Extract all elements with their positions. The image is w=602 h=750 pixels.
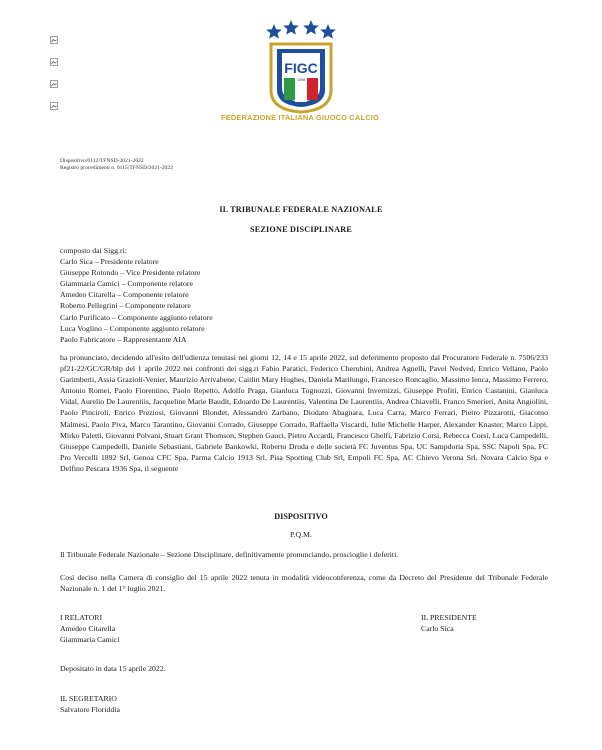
composition-block: [60, 245, 213, 345]
dispositivo-title: DISPOSITIVO: [274, 512, 328, 521]
decision-paragraph: Il Tribunale Federale Nazionale – Sezione Disciplinare, definitivamente pronunciando, proscioglie i deferiti.: [60, 550, 399, 559]
image-placeholder-icon: [50, 58, 58, 66]
segretario-block: [60, 693, 120, 715]
relatore-name: Amedeo Citarella: [60, 624, 116, 633]
logo-text: FIGC: [284, 60, 318, 76]
reference-block: [60, 158, 173, 172]
stars-icon: [266, 20, 336, 39]
tribunale-title: IL TRIBUNALE FEDERALE NAZIONALE: [219, 205, 383, 214]
member-line: Paolo Fabricatore – Rappresentante AIA: [60, 334, 187, 344]
member-line: Carlo Purificato – Componente aggiunto relatore: [60, 312, 213, 322]
image-placeholder-icon: [50, 102, 58, 110]
registro-ref: Registro procedimenti n. 0115/TFNSD/2021-2022: [60, 165, 173, 172]
presidente-name: Carlo Sica: [421, 624, 454, 633]
deferment-paragraph: ha pronunciato, decidendo all'esito dell'udienza tenutasi nei giorni 12, 14 e 15 aprile 2022, sul deferimento proposto dal Procuratore Federale n. 7506/233 pf21-22/GC/GR/blp del 1 aprile 2022 nei confronti dei sigg.ri Fabio Paratici, Federico Cherubini, Andrea Agnelli, Pavel Nedved, Enrico Vellano, Paolo Garimberti, Assia Grazioli-Venier, Maurizio Arrivabene, Caitlin Mary Hughes, Daniela Marilungo, Francesco Roncaglio, Massimo Ienca, Massimo Ferrero, Antonio Romei, Paolo Fiorentino, Paolo Repetto, Adolfo Praga, Gianluca Tognozzi, Giovanni Invernizzi, Giuseppe Profiti, Enrico Castanini, Gianluca Vidal, Aurelio De Laurentiis, Jacqueline Marie Baudit, Edoardo De Laurentiis, Valentina De Laurentiis, Andrea Chiavelli, Franco Smerieri, Anita Angiolini, Paolo Pinciroli, Enrico Preziosi, Giovanni Blondet, Alessandro Zarbano, Diodato Abagnara, Luca Carra, Marco Ferrari, Pietro Pizzarotti, Giacomo Malmesi, Paolo Piva, Marco Tarantino, Giovanni Corrado, Giuseppe Corrado, Raffaella Viscardi, Julie Michelle Harper, Alexander Knaster, Marco Lippi, Mirko Paletti, Giovanni Polvani, Stuart Grant Thomson, Stephen Gauci, Pietro Accardi, Francesco Ghelfi, Fabrizio Corsi, Rebecca Corsi, Luca Campedelli, Giuseppe Campedelli, Daniele Sebastiani, Gabriele Bankowki, Roberto Druda e delle società FC Juventus Spa, UC Sampdoria Spa, SSC Napoli Spa, FC Pro Vercelli 1892 Srl, Genoa CFC Spa, Parma Calcio 1913 Srl, Pisa Sporting Club Srl, Empoli FC Spa, AC Chievo Verona Srl, Novara Calcio Spa e Delfino Pescara 1936 Spa, il seguente: [60, 353, 548, 473]
segretario-title: IL SEGRETARIO: [60, 694, 117, 703]
member-line: Roberto Pellegrini – Componente relatore: [60, 301, 191, 311]
member-line: Giammaria Camici – Componente relatore: [60, 279, 193, 289]
side-icons: [50, 36, 58, 124]
image-placeholder-icon: [50, 36, 58, 44]
image-placeholder-icon: [50, 80, 58, 88]
closing-paragraph: Così deciso nella Camera di consiglio del 15 aprile 2022 tenuta in modalità videoconferenza, come da Decreto del Presidente del Tribunale Federale Nazionale n. 1 del 1° luglio 2021.: [60, 573, 548, 594]
sezione-title: SEZIONE DISCIPLINARE: [249, 225, 353, 234]
segretario-name: Salvatore Floriddia: [60, 705, 120, 714]
deposited-line: Depositato in data 15 aprile 2022.: [60, 664, 166, 673]
member-line: Amedeo Citarella – Componente relatore: [60, 290, 189, 300]
presidente-block: [421, 612, 477, 634]
member-line: Carlo Sica – Presidente relatore: [60, 257, 159, 267]
logo-subtext: 1898: [297, 78, 305, 82]
member-line: Giuseppe Rotondo – Vice Presidente relatore: [60, 268, 201, 278]
presidente-title: IL PRESIDENTE: [421, 613, 477, 622]
relatore-name: Giammaria Camici: [60, 635, 120, 644]
composition-intro: composto dai Sigg.ri:: [60, 246, 127, 255]
member-line: Luca Voglino – Componente aggiunto relatore: [60, 323, 205, 333]
dispositivo-ref: Dispositivo/0112/TFNSD-2021-2022: [60, 158, 144, 164]
federation-name: FEDERAZIONE ITALIANA GIUOCO CALCIO: [221, 113, 379, 122]
pqm-label: P.Q.M.: [290, 530, 312, 539]
relatori-block: [60, 612, 120, 645]
relatori-title: I RELATORI: [60, 613, 103, 622]
